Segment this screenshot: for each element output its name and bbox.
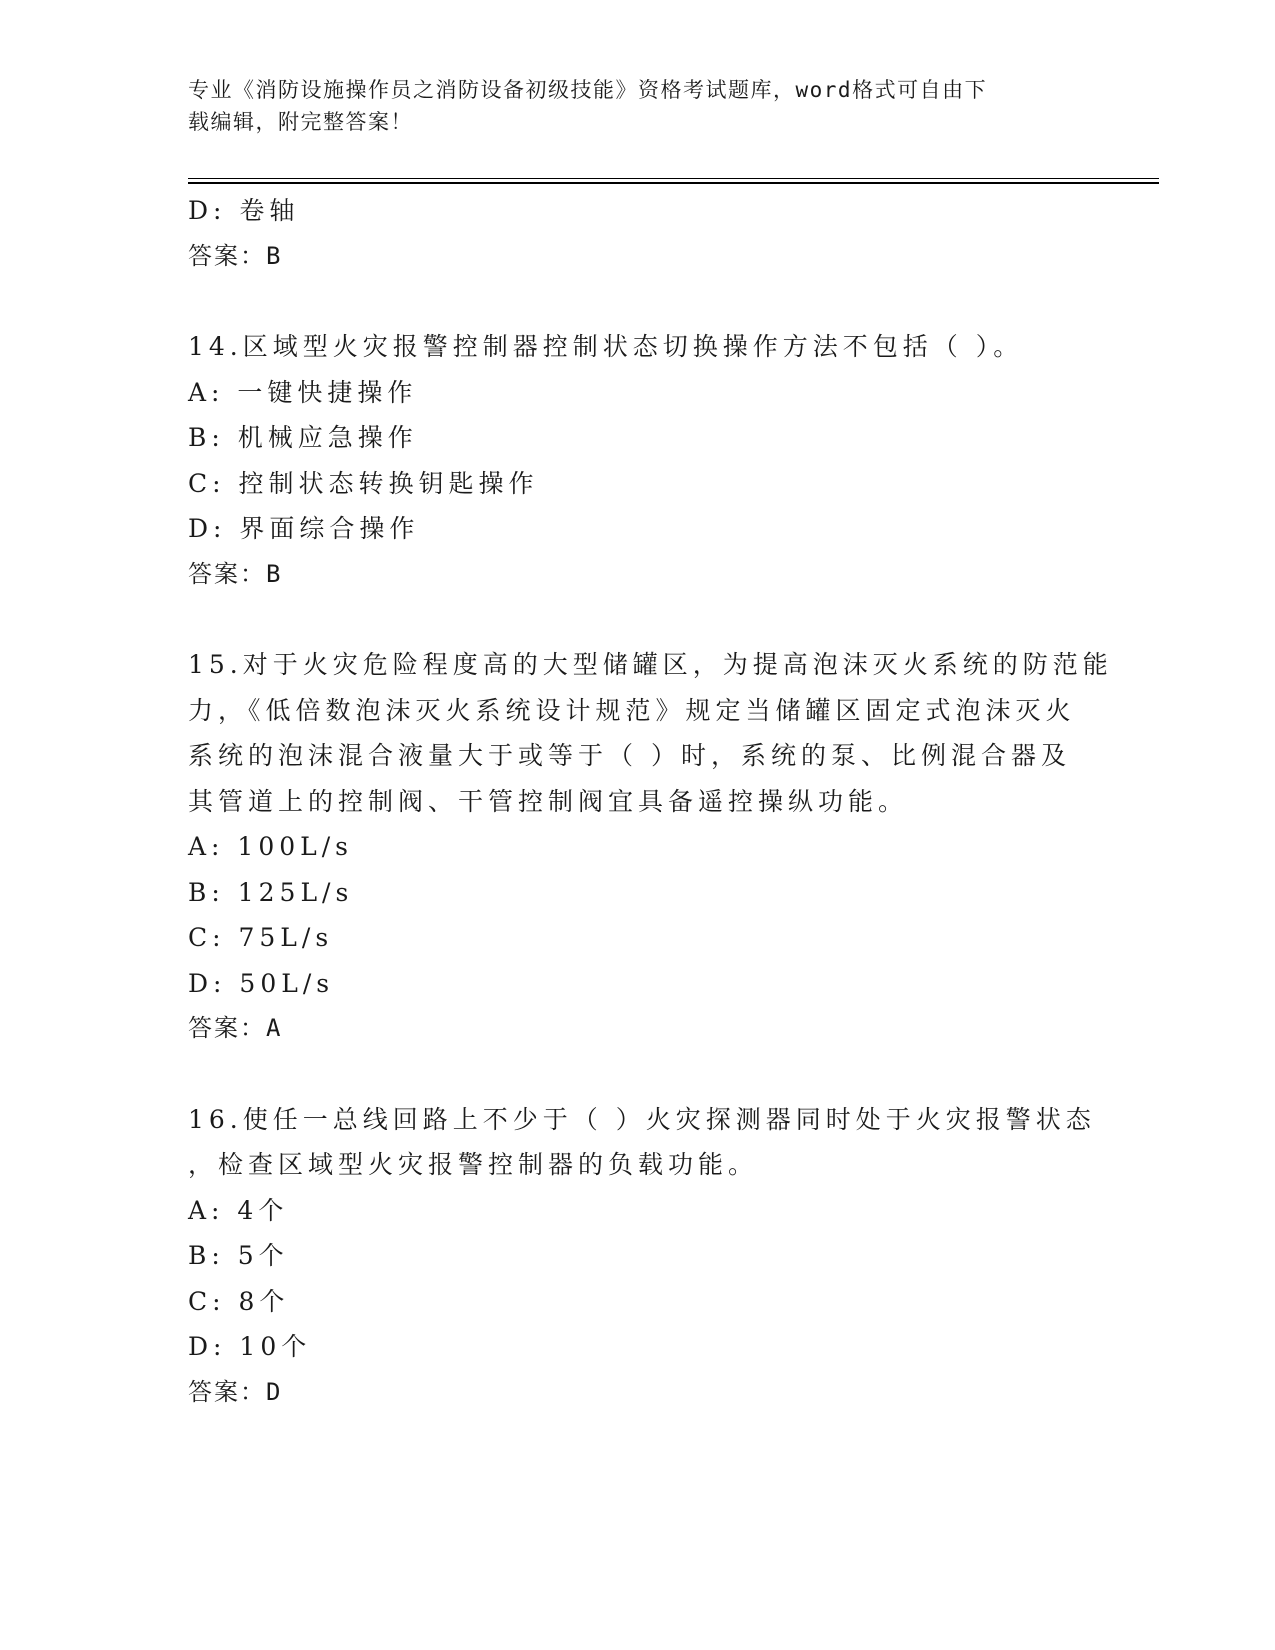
option-a: A: 一键快捷操作 — [188, 377, 418, 407]
header-line-2: 载编辑，附完整答案！ — [188, 110, 413, 134]
stem-line: 16.使任一总线回路上不少于（ ）火灾探测器同时处于火灾报警状态 — [188, 1104, 1096, 1134]
header-line-1: 专业《消防设施操作员之消防设备初级技能》资格考试题库，word格式可自由下 — [188, 78, 988, 102]
option-b: B: 5个 — [188, 1241, 289, 1270]
stem-line: 15.对于火灾危险程度高的大型储罐区，为提高泡沫灭火系统的防范能 — [188, 650, 1113, 679]
option-d: D: 界面综合操作 — [188, 514, 420, 543]
stem-line: 其管道上的控制阀、干管控制阀宜具备遥控操纵功能。 — [188, 786, 909, 816]
stem-line: ，检查区域型火灾报警控制器的负载功能。 — [188, 1150, 759, 1179]
question-16 — [188, 1097, 1096, 1416]
option-d: D: 10个 — [188, 1332, 312, 1361]
option-c: C: 控制状态转换钥匙操作 — [188, 468, 539, 498]
stem-line: 力，《低倍数泡沫灭火系统设计规范》规定当储罐区固定式泡沫灭火 — [188, 695, 1076, 725]
document-header — [188, 74, 1078, 138]
answer-line: 答案：B — [188, 241, 283, 270]
option-b: B: 机械应急操作 — [188, 423, 418, 452]
question-14 — [188, 324, 1088, 597]
option-a: A: 100L/s — [188, 832, 353, 861]
option-c: C: 8个 — [188, 1286, 290, 1316]
option-d: D: 卷轴 — [188, 196, 300, 225]
stem-line: 14.区域型火灾报警控制器控制状态切换操作方法不包括（ ）。 — [188, 332, 1024, 361]
question-15 — [188, 642, 1113, 1052]
answer-line: 答案：A — [188, 1014, 283, 1042]
question-stem — [188, 324, 1088, 370]
option-b: B: 125L/s — [188, 877, 354, 907]
answer-line: 答案：B — [188, 559, 283, 588]
option-d: D: 50L/s — [188, 968, 335, 998]
answer-line: 答案：D — [188, 1377, 283, 1406]
option-a: A: 4个 — [188, 1195, 289, 1225]
option-c: C: 75L/s — [188, 923, 334, 952]
header-divider-thick — [188, 182, 1159, 184]
header-divider-thin — [188, 178, 1159, 179]
question-stem — [188, 642, 1113, 824]
question-stem — [188, 1097, 1096, 1188]
previous-question-tail — [188, 188, 1088, 279]
stem-line: 系统的泡沫混合液量大于或等于（ ）时，系统的泵、比例混合器及 — [188, 741, 1071, 770]
question-list — [188, 188, 1113, 1415]
